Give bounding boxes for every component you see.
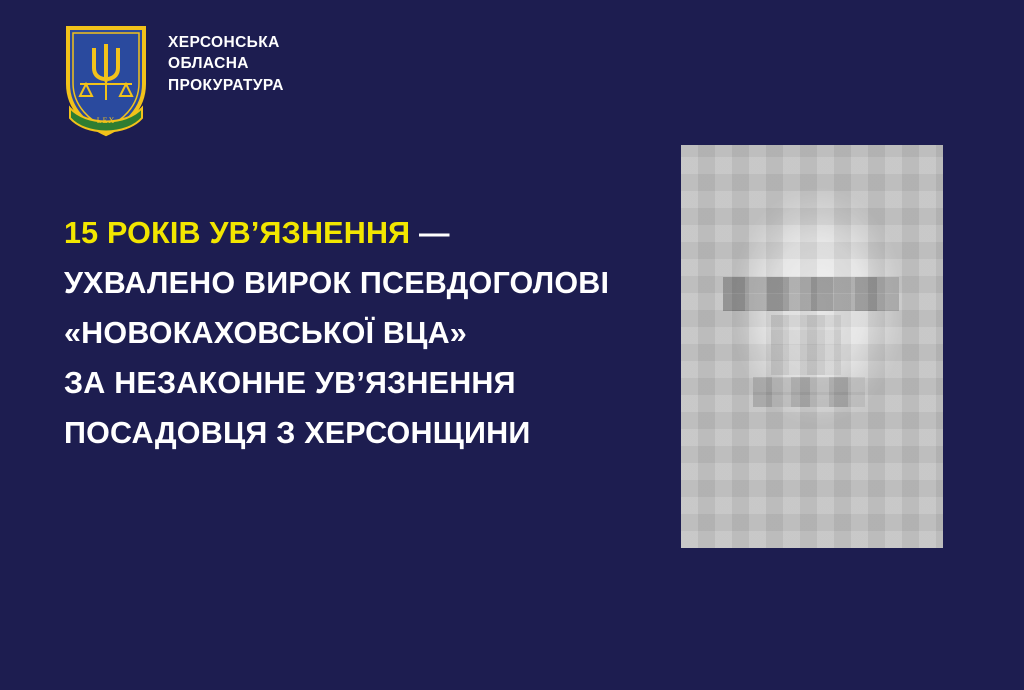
emblem-motto: LEX [96,116,116,125]
headline-accent-line [64,208,664,258]
portrait-photo [681,145,943,548]
organization-name [168,32,284,96]
headline-line-1: УХВАЛЕНО ВИРОК ПСЕВДОГОЛОВІ [64,266,610,300]
headline-line-4: ПОСАДОВЦЯ З ХЕРСОНЩИНИ [64,416,531,450]
headline-line-2: «НОВОКАХОВСЬКОЇ ВЦА» [64,316,467,350]
organization-name-line-1: ХЕРСОНСЬКА [168,34,280,51]
headline-dash: — [419,216,450,250]
headline-accent-text: 15 РОКІВ УВ’ЯЗНЕННЯ [64,216,411,250]
logo-block [62,22,284,140]
prosecutor-office-emblem-icon [62,22,150,140]
organization-name-line-3: ПРОКУРАТУРА [168,76,284,94]
headline-line-3: ЗА НЕЗАКОННЕ УВ’ЯЗНЕННЯ [64,366,516,400]
portrait-pixelation-grid [681,145,943,548]
organization-name-line-2: ОБЛАСНА [168,55,249,73]
headline [64,208,664,458]
